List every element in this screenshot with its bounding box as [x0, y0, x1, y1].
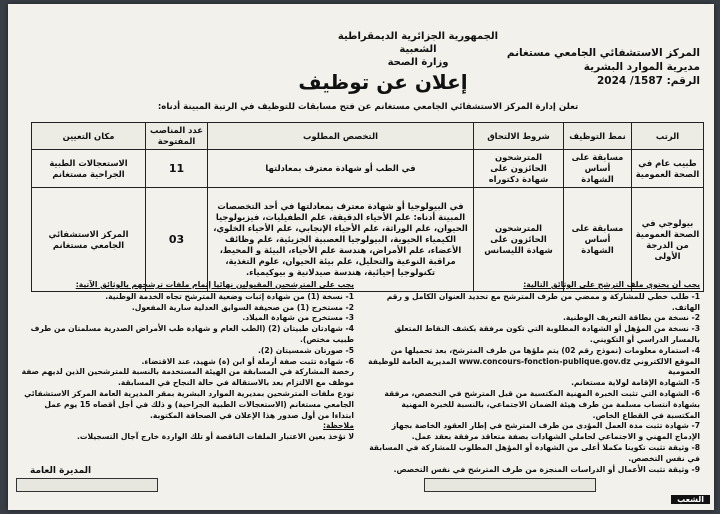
table-header-row — [32, 123, 704, 150]
list-item: 2- نسخة من بطاقة التعريف الوطنية. — [562, 313, 700, 323]
cell-mode: مسابقة على أساس الشهادة — [564, 150, 632, 188]
reference-number: الرقم: 1587/ 2024 — [596, 75, 700, 87]
announcement-intro: تعلن إدارة المركز الاستشفائي الجامعي مستغانم عن فتح مسابقات للتوظيف في الرتبة المبينة أدناه: — [157, 102, 579, 112]
ministry-line: وزارة الصحة — [387, 57, 449, 68]
positions-table — [31, 122, 704, 292]
accepted-candidates-heading: يجب على المترشحين المقبولين نهائيا إتمام ملفات ترشحهم بالوثائق الآتية: — [75, 280, 354, 289]
list-item: 4- شهادتان طبيتان (2) (الطب العام و شهادة طب الأمراض الصدرية مسلمتان من طرف طبيب مختص). — [30, 324, 354, 344]
cell-rank: بيولوجي في الصحة العمومية من الدرجة الأولى — [632, 188, 704, 292]
header-rank: الرتب — [632, 123, 704, 150]
list-item: 4- استمارة معلومات (نموذج رقم 02) يتم ملؤها من طرف المترشح، بعد تحميلها من الموقع الالكتروني www.concours-fonction-publique.gov.dz المديرية العامة للوظيفة العمومية — [368, 345, 700, 377]
list-item: 3- نسخة من المؤهل أو الشهادة المطلوبة التي تكون مرفقة بكشف النقاط المتعلق بالمسار الدراسي أو التكويني. — [394, 324, 700, 344]
list-item: 5- صورتان شمسيتان (2). — [258, 345, 354, 355]
document-page — [8, 4, 714, 510]
header-mode: نمط التوظيف — [564, 123, 632, 150]
table-row — [32, 150, 704, 188]
signature-title: المديرة العامة — [30, 466, 92, 476]
header-place: مكان التعيين — [32, 123, 146, 150]
application-file-heading: يجب أن يحتوي ملف الترشح على الوثائق التالية: — [523, 280, 700, 289]
list-item: 1- طلب خطي للمشاركة و ممضي من طرف المترشح مع تحديد العنوان الكامل و رقم الهاتف. — [386, 291, 700, 312]
newspaper-stamp — [424, 478, 596, 492]
cell-mode: مسابقة على أساس الشهادة — [564, 188, 632, 292]
announcement-title: إعلان عن توظيف — [298, 70, 468, 94]
list-item: 6- الشهادة التي تثبت الخبرة المهنية المكتسبة من قبل المترشح في التخصص، مرفقة بشهادة انتساب مسلمة من طرف هيئة الضمان الاجتماعي، بالنسبة للخبرة المهنية المكتسبة في القطاع الخاص. — [384, 388, 700, 420]
application-file-column — [366, 280, 700, 476]
cell-specialty: في الطب أو شهادة معترف بمعادلتها — [208, 150, 474, 188]
note-label: ملاحظة: — [323, 421, 354, 431]
list-item: 5- الشهادة الإقامة لولاية مستغانم. — [571, 378, 700, 388]
cell-specialty: في البيولوجيا أو شهادة معترف بمعادلتها في أحد التخصصات المبينة أدناه: علم الأحياء الدقيقة، علم الطفيليات، فيزيولوجيا الحيوان، علم الوراثة، علم الأحياء الإنجابي، علم الأحياء الخلوي، الكيمياء الحيوية، البيولوجيا العصبية الجزيئية، علم وظائف الأعضاء، علم الأمراض، هندسة علم الأحياء، البيئة و المحيط، مراقبة النوعية والتحليل، علم بيئة الحيوان، علوم التغذية، تكنولوجيا إحيائية، هندسة صيدلانية و بيوكيمياء. — [208, 188, 474, 292]
list-item: 9- وثيقة تثبت الأعمال أو الدراسات المنجزة من طرف المترشح في نفس التخصص. — [393, 464, 700, 474]
list-item: رخصة المشاركة في المسابقة من الهيئة المستخدمة بالنسبة للمترشحين الذين لديهم صفة موظف مع الالتزام بعد بالاستقالة في حالة النجاح في المسابقة. — [21, 367, 354, 388]
cell-place: المركز الاستشفائي الجامعي مستغانم — [32, 188, 146, 292]
header-specialty: التخصص المطلوب — [208, 123, 474, 150]
republic-header — [318, 30, 518, 69]
list-item: 2- مستخرج (1) من صحيفة السوابق العدلية سارية المفعول. — [131, 302, 354, 312]
cell-condition: المترشحون الحائزون على شهادة الليسانس — [474, 188, 564, 292]
cell-posts: 11 — [146, 150, 208, 188]
newspaper-name: الشعب — [671, 495, 710, 504]
list-item: 3- مستخرج من شهادة الميلاد. — [242, 313, 354, 323]
accepted-candidates-column — [20, 280, 354, 476]
list-item: 1- نسخة (1) من شهادة إثبات وضعية المترشح تجاه الخدمة الوطنية. — [105, 291, 354, 301]
cell-condition: المترشحون الحائزون على شهادة دكتوراه — [474, 150, 564, 188]
list-item: 8- وثيقة تثبت تكوينا مكملا أعلى من الشهادة أو المؤهل المطلوب للمشاركة في المسابقة في نفس التخصص. — [369, 442, 700, 463]
header-condition: شروط الالتحاق — [474, 123, 564, 150]
newspaper-stamp — [16, 478, 158, 492]
header-posts: عدد المناصب المفتوحة — [146, 123, 208, 150]
cell-rank: طبيب عام في الصحة العمومية — [632, 150, 704, 188]
note-text: لا تؤخذ بعين الاعتبار الملفات الناقصة أو تلك الواردة خارج آجال التسجيلات. — [77, 432, 354, 442]
list-item: تودع ملفات المترشحين بمديرية الموارد البشرية بمقر المديرية العامة المركز الاستشفائي الجامعي مستغانم (الاستعجالات الطبية الجراحية) و ذلك في أجل أقصاه 15 يوم عمل ابتداءا من أول صدور هذا الإعلان في الصحافة المكتوبة. — [24, 388, 354, 420]
table-row — [32, 188, 704, 292]
republic-line: الجمهورية الجزائرية الديمقراطية الشعبية — [337, 31, 499, 55]
list-item: 7- شهادة تثبت مدة العمل المؤدى من طرف المترشح في إطار العقود الخاصة بجهاز الإدماج المهني و الاجتماعي لحاملي الشهادات بصفة متعاقد مرفقة بعقد عمل. — [391, 421, 700, 442]
issuer-line-1: المركز الاستشفائي الجامعي مستغانم — [506, 47, 700, 59]
issuer-line-2: مديرية الموارد البشرية — [583, 61, 700, 73]
requirements-section — [20, 280, 700, 476]
cell-place: الاستعجالات الطبية الجراحية مستغانم — [32, 150, 146, 188]
cell-posts: 03 — [146, 188, 208, 292]
list-item: 6- شهادة تثبت صفة أرملة أو ابن (ة) شهيد، عند الاقتضاء. — [141, 356, 354, 366]
